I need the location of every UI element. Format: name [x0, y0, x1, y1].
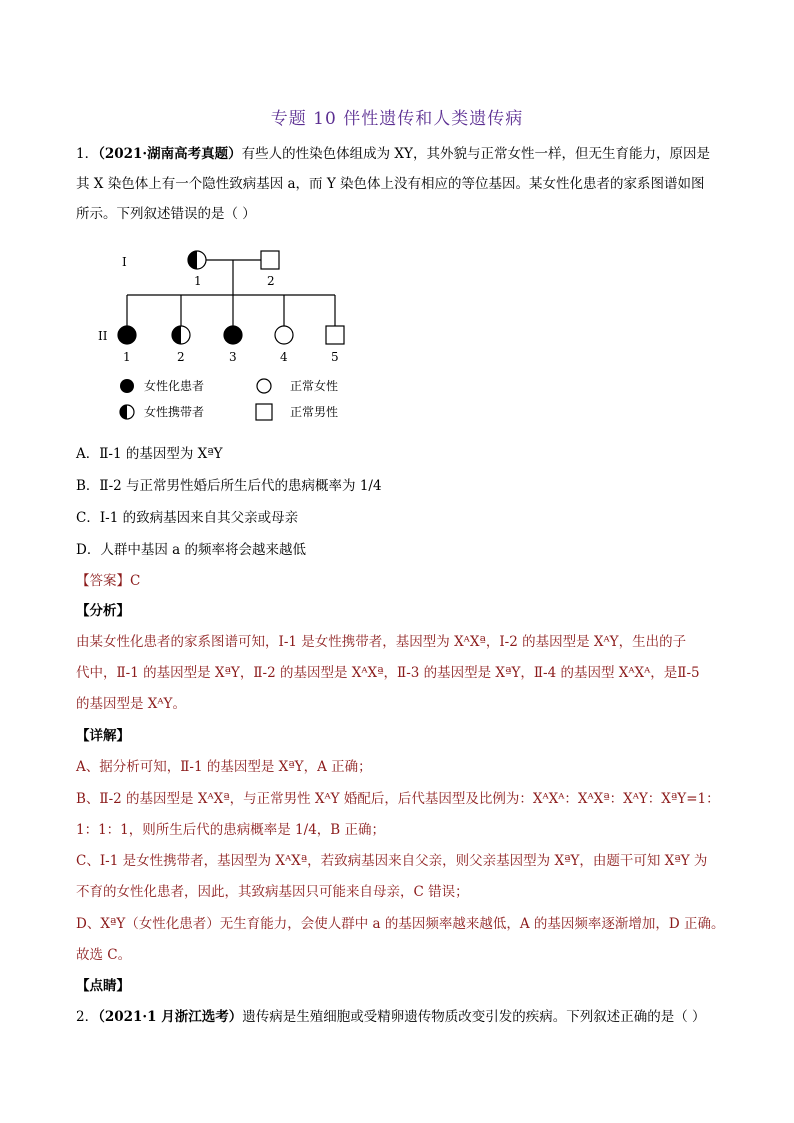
- q1-detail-line-4: C、Ⅰ-1 是女性携带者，基因型为 XᴬXª，若致病基因来自父亲，则父亲基因型为 XªY，由题干可知 XªY 为: [76, 853, 708, 869]
- gen2-individual-2-carrier-female: [172, 326, 190, 344]
- q1-option-a: A．Ⅱ-1 的基因型为 XªY: [76, 446, 223, 462]
- gen2-individual-3-affected: [224, 326, 242, 344]
- q1-detail-label: 【详解】: [76, 728, 130, 744]
- gen-label-II: II: [98, 329, 108, 343]
- q1-analysis-label: 【分析】: [76, 603, 130, 619]
- q1-answer: 【答案】C: [76, 573, 141, 589]
- q2-stem-text: 遗传病是生殖细胞或受精卵遗传物质改变引发的疾病。下列叙述正确的是（ ）: [242, 1009, 706, 1025]
- legend-carrier-label: 女性携带者: [144, 405, 205, 419]
- gen2-label-5: 5: [331, 350, 339, 364]
- q1-source: （2021·湖南高考真题）: [98, 146, 242, 162]
- legend-affected-symbol: [120, 379, 134, 393]
- gen1-label-1: 1: [194, 274, 202, 288]
- gen1-individual-2-normal-male: [261, 251, 279, 269]
- legend-normal-female-label: 正常女性: [290, 379, 339, 393]
- gen2-individual-5-normal-male: [326, 326, 344, 344]
- q1-number: 1．: [76, 146, 99, 162]
- q1-detail-line-2: B、Ⅱ-2 的基因型是 XᴬXª，与正常男性 XᴬY 婚配后，后代基因型及比例为：XᴬXᴬ：XᴬXª：XᴬY：XªY=1：: [76, 791, 720, 807]
- gen1-label-2: 2: [267, 274, 275, 288]
- q1-detail-line-3: 1：1：1，则所生后代的患病概率是 1/4，B 正确；: [76, 822, 385, 838]
- q1-detail-line-1: A、据分析可知，Ⅱ-1 的基因型是 XªY，A 正确；: [76, 759, 372, 775]
- q2-source: （2021·1 月浙江选考）: [98, 1009, 243, 1025]
- gen2-label-4: 4: [280, 350, 288, 364]
- gen2-label-1: 1: [123, 350, 131, 364]
- legend-normal-male-label: 正常男性: [290, 405, 339, 419]
- gen-label-I: I: [122, 255, 127, 269]
- q2-number: 2．: [76, 1009, 99, 1025]
- legend-affected-label: 女性化患者: [144, 379, 205, 393]
- q1-stem-line-2: 其 X 染色体上有一个隐性致病基因 a，而 Y 染色体上没有相应的等位基因。某女性化患者的家系图谱如图: [76, 176, 705, 192]
- gen1-individual-1-carrier-female: [188, 251, 206, 269]
- gen2-individual-4-normal-female: [275, 326, 293, 344]
- q1-comment-label: 【点睛】: [76, 978, 130, 994]
- legend-carrier-symbol: [120, 405, 134, 419]
- page-title: 专题 10 伴性遗传和人类遗传病: [270, 109, 524, 129]
- q1-stem-line-3: 所示。下列叙述错误的是（ ）: [76, 206, 256, 222]
- pedigree-figure: [90, 240, 390, 430]
- gen2-label-2: 2: [177, 350, 185, 364]
- q1-stem-text-1: 有些人的性染色体组成为 XY，其外貌与正常女性一样，但无生育能力，原因是: [241, 146, 710, 162]
- legend-normal-male-symbol: [256, 404, 272, 420]
- legend-normal-female-symbol: [257, 379, 271, 393]
- gen2-individual-1-affected: [118, 326, 136, 344]
- q1-analysis-line-3: 的基因型是 XᴬY。: [76, 696, 186, 712]
- q1-detail-line-6: D、XªY（女性化患者）无生育能力，会使人群中 a 的基因频率越来越低，A 的基因频率逐渐增加，D 正确。: [76, 916, 725, 932]
- q1-option-c: C．I-1 的致病基因来自其父亲或母亲: [76, 510, 299, 526]
- q1-stem-line-1: [76, 144, 710, 164]
- q1-analysis-line-1: 由某女性化患者的家系图谱可知，Ⅰ-1 是女性携带者，基因型为 XᴬXª，Ⅰ-2 的基因型是 XᴬY，生出的子: [76, 634, 687, 650]
- gen2-label-3: 3: [229, 350, 237, 364]
- q1-detail-line-7: 故选 C。: [76, 947, 132, 963]
- q1-detail-line-5: 不育的女性化患者，因此，其致病基因只可能来自母亲，C 错误；: [76, 884, 469, 900]
- q1-option-b: B．Ⅱ-2 与正常男性婚后所生后代的患病概率为 1/4: [76, 478, 382, 494]
- q2-stem: [76, 1007, 706, 1027]
- q1-option-d: D．人群中基因 a 的频率将会越来越低: [76, 542, 306, 558]
- q1-analysis-line-2: 代中，Ⅱ-1 的基因型是 XªY，Ⅱ-2 的基因型是 XᴬXª，Ⅱ-3 的基因型是 XªY，Ⅱ-4 的基因型 XᴬXᴬ，是Ⅱ-5: [76, 665, 700, 681]
